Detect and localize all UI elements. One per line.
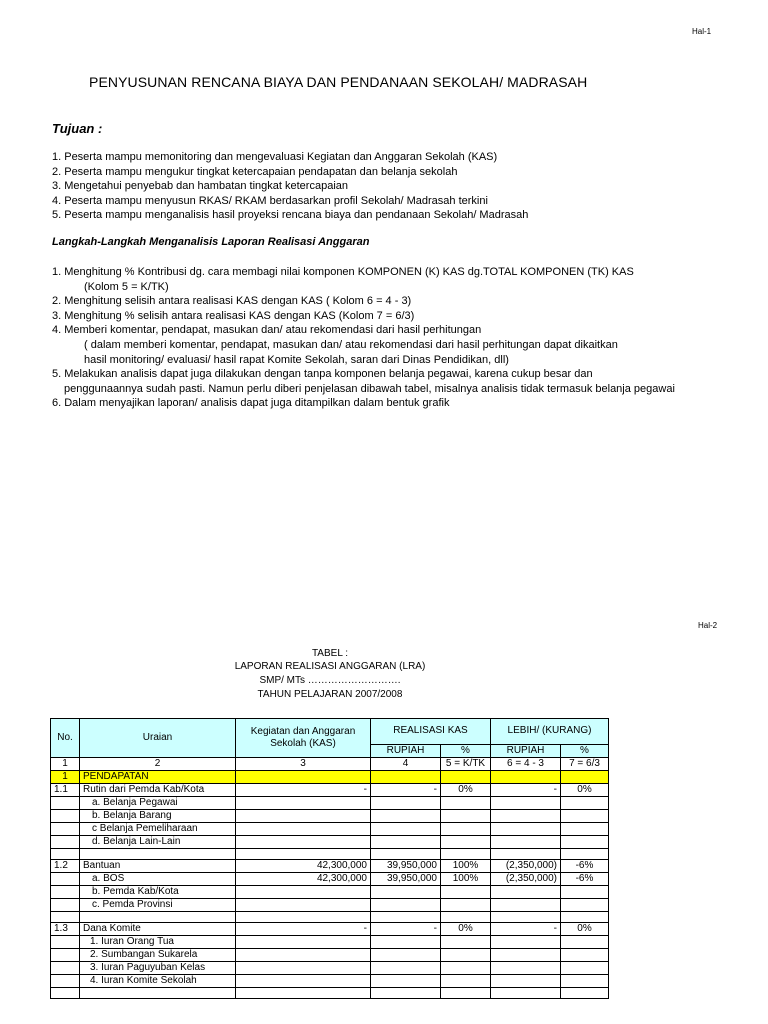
table-row — [51, 810, 609, 823]
row-pct-selisih — [561, 899, 609, 912]
row-pct: 0% — [441, 784, 491, 797]
tujuan-item: 4. Peserta mampu menyusun RKAS/ RKAM berdasarkan profil Sekolah/ Madrasah terkini — [52, 194, 488, 207]
row-no — [51, 797, 80, 810]
row-selisih: (2,350,000) — [491, 873, 561, 886]
langkah-item: 5. Melakukan analisis dapat juga dilakukan dengan tanpa komponen belanja pegawai, karena cukup besar dan — [52, 368, 593, 381]
table-caption-year: TAHUN PELAJARAN 2007/2008 — [257, 689, 403, 700]
row-pct: 100% — [441, 860, 491, 873]
row-uraian — [80, 912, 236, 923]
row-selisih — [491, 899, 561, 912]
row-pct-selisih — [561, 797, 609, 810]
row-kas — [236, 975, 371, 988]
table-caption-title: LAPORAN REALISASI ANGGARAN (LRA) — [234, 661, 426, 672]
row-no: 1.1 — [51, 784, 80, 797]
row-pct-selisih — [561, 962, 609, 975]
table-row — [51, 784, 609, 797]
row-uraian — [80, 988, 236, 999]
row-selisih — [491, 886, 561, 899]
row-kas — [236, 988, 371, 999]
row-uraian: 1. Iuran Orang Tua — [80, 936, 236, 949]
row-kas — [236, 936, 371, 949]
row-selisih — [491, 849, 561, 860]
row-pct-selisih — [561, 988, 609, 999]
row-realisasi: 39,950,000 — [371, 860, 441, 873]
row-selisih: - — [491, 784, 561, 797]
langkah-item: ( dalam memberi komentar, pendapat, masukan dan/ atau rekomendasi dari hasil perhitungan dapat dikaitkan — [84, 338, 618, 351]
row-realisasi — [371, 797, 441, 810]
row-selisih — [491, 823, 561, 836]
row-selisih — [491, 797, 561, 810]
column-number: 6 = 4 - 3 — [491, 758, 561, 771]
tujuan-list — [52, 150, 692, 223]
row-pct — [441, 849, 491, 860]
row-uraian: b. Belanja Barang — [80, 810, 236, 823]
table-caption-school: SMP/ MTs ………………………. — [259, 675, 401, 686]
langkah-item: 6. Dalam menyajikan laporan/ analisis dapat juga ditampilkan dalam bentuk grafik — [52, 397, 450, 410]
header-no: No. — [51, 719, 80, 758]
column-number: 4 — [371, 758, 441, 771]
row-uraian: c. Pemda Provinsi — [80, 899, 236, 912]
row-selisih — [491, 912, 561, 923]
row-no — [51, 899, 80, 912]
row-pct-selisih — [561, 810, 609, 823]
row-kas — [236, 836, 371, 849]
row-no — [51, 810, 80, 823]
header-realisasi: REALISASI KAS — [371, 719, 491, 745]
row-no — [51, 975, 80, 988]
row-kas: 42,300,000 — [236, 873, 371, 886]
row-kas — [236, 823, 371, 836]
row-pct — [441, 899, 491, 912]
row-realisasi — [371, 899, 441, 912]
row-pct — [441, 912, 491, 923]
row-realisasi — [371, 975, 441, 988]
row-pct-selisih: -6% — [561, 873, 609, 886]
row-no — [51, 823, 80, 836]
tujuan-heading: Tujuan : — [52, 121, 103, 136]
row-realisasi — [371, 810, 441, 823]
row-pct — [441, 836, 491, 849]
row-kas — [236, 797, 371, 810]
table-row — [51, 912, 609, 923]
row-no — [51, 836, 80, 849]
page-number: Hal-1 — [692, 27, 712, 36]
row-pct-selisih — [561, 886, 609, 899]
table-row — [51, 860, 609, 873]
row-uraian: 2. Sumbangan Sukarela — [80, 949, 236, 962]
column-number: 7 = 6/3 — [561, 758, 609, 771]
row-kas — [236, 949, 371, 962]
column-number: 1 — [51, 758, 80, 771]
row-realisasi: - — [371, 923, 441, 936]
row-uraian: Rutin dari Pemda Kab/Kota — [80, 784, 236, 797]
row-no — [51, 949, 80, 962]
row-uraian — [80, 849, 236, 860]
column-number: 3 — [236, 758, 371, 771]
page-title: PENYUSUNAN RENCANA BIAYA DAN PENDANAAN SEKOLAH/ MADRASAH — [89, 74, 588, 90]
table-row — [51, 936, 609, 949]
row-pct — [441, 936, 491, 949]
tujuan-item: 1. Peserta mampu memonitoring dan mengevaluasi Kegiatan dan Anggaran Sekolah (KAS) — [52, 151, 498, 163]
row-pct-selisih — [561, 836, 609, 849]
row-selisih — [491, 771, 561, 784]
row-kas — [236, 899, 371, 912]
table-caption-label: TABEL : — [311, 648, 349, 659]
row-selisih — [491, 810, 561, 823]
table-row — [51, 797, 609, 810]
row-selisih — [491, 962, 561, 975]
row-realisasi — [371, 988, 441, 999]
row-pct: 0% — [441, 923, 491, 936]
lra-table — [50, 718, 609, 999]
langkah-item: 4. Memberi komentar, pendapat, masukan dan/ atau rekomendasi dari hasil perhitungan — [52, 324, 482, 337]
row-realisasi — [371, 949, 441, 962]
row-pct-selisih — [561, 912, 609, 923]
row-kas — [236, 912, 371, 923]
row-selisih: - — [491, 923, 561, 936]
row-realisasi — [371, 823, 441, 836]
table-row — [51, 873, 609, 886]
header-rupiah-realisasi: RUPIAH — [371, 744, 441, 757]
tujuan-item: 3. Mengetahui penyebab dan hambatan tingkat ketercapaian — [52, 180, 348, 193]
row-uraian: a. BOS — [80, 873, 236, 886]
row-selisih — [491, 936, 561, 949]
row-pct — [441, 975, 491, 988]
row-kas — [236, 962, 371, 975]
tujuan-item: 5. Peserta mampu menganalisis hasil proyeksi rencana biaya dan pendanaan Sekolah/ Madrasah — [52, 209, 529, 222]
row-pct-selisih — [561, 823, 609, 836]
row-pct — [441, 988, 491, 999]
langkah-item: penggunaannya sudah pasti. Namun perlu diberi penjelasan dibawah tabel, misalnya analisis tidak termasuk belanja pegawai — [64, 382, 675, 395]
row-pct-selisih — [561, 849, 609, 860]
row-pct — [441, 949, 491, 962]
row-no: 1.2 — [51, 860, 80, 873]
header-pct-selisih: % — [561, 744, 609, 757]
row-pct-selisih — [561, 936, 609, 949]
row-no — [51, 936, 80, 949]
row-no — [51, 873, 80, 886]
langkah-heading: Langkah-Langkah Menganalisis Laporan Realisasi Anggaran — [52, 236, 370, 248]
row-realisasi — [371, 886, 441, 899]
table-row — [51, 771, 609, 784]
table-row — [51, 962, 609, 975]
langkah-item: 3. Menghitung % selisih antara realisasi KAS dengan KAS (Kolom 7 = 6/3) — [52, 309, 415, 322]
table-row — [51, 949, 609, 962]
row-no — [51, 849, 80, 860]
page-number-2: Hal-2 — [698, 621, 718, 630]
table-row — [51, 849, 609, 860]
row-realisasi — [371, 912, 441, 923]
langkah-item: hasil monitoring/ evaluasi/ hasil rapat Komite Sekolah, saran dari Dinas Pendidikan, dll) — [84, 353, 509, 366]
row-realisasi — [371, 936, 441, 949]
table-row — [51, 988, 609, 999]
row-no — [51, 962, 80, 975]
row-pct — [441, 810, 491, 823]
langkah-item: 2. Menghitung selisih antara realisasi KAS dengan KAS ( Kolom 6 = 4 - 3) — [52, 295, 412, 308]
row-selisih: (2,350,000) — [491, 860, 561, 873]
langkah-item: 1. Menghitung % Kontribusi dg. cara membagi nilai komponen KOMPONEN (K) KAS dg.TOTAL KOMPONEN (TK) KAS — [52, 266, 634, 278]
row-pct-selisih: -6% — [561, 860, 609, 873]
table-row — [51, 899, 609, 912]
row-uraian: Bantuan — [80, 860, 236, 873]
row-selisih — [491, 949, 561, 962]
langkah-item: (Kolom 5 = K/TK) — [84, 280, 169, 293]
row-uraian: 4. Iuran Komite Sekolah — [80, 975, 236, 988]
row-no — [51, 912, 80, 923]
row-no — [51, 988, 80, 999]
row-realisasi: - — [371, 784, 441, 797]
table-row — [51, 975, 609, 988]
row-kas: - — [236, 923, 371, 936]
header-lebih-kurang: LEBIH/ (KURANG) — [491, 719, 609, 745]
row-kas — [236, 886, 371, 899]
row-kas — [236, 810, 371, 823]
row-kas — [236, 849, 371, 860]
row-pct-selisih: 0% — [561, 784, 609, 797]
row-realisasi — [371, 962, 441, 975]
row-pct: 100% — [441, 873, 491, 886]
row-kas: 42,300,000 — [236, 860, 371, 873]
row-pct — [441, 886, 491, 899]
tujuan-item: 2. Peserta mampu mengukur tingkat ketercapaian pendapatan dan belanja sekolah — [52, 165, 458, 178]
row-pct-selisih: 0% — [561, 923, 609, 936]
row-realisasi — [371, 836, 441, 849]
row-realisasi: 39,950,000 — [371, 873, 441, 886]
row-realisasi — [371, 849, 441, 860]
column-number: 5 = K/TK — [441, 758, 491, 771]
header-pct-realisasi: % — [441, 744, 491, 757]
row-pct-selisih — [561, 949, 609, 962]
row-pct — [441, 771, 491, 784]
row-kas — [236, 771, 371, 784]
row-no: 1.3 — [51, 923, 80, 936]
row-pct — [441, 823, 491, 836]
row-no — [51, 886, 80, 899]
row-pct — [441, 797, 491, 810]
table-row — [51, 886, 609, 899]
row-pct-selisih — [561, 771, 609, 784]
header-rupiah-selisih: RUPIAH — [491, 744, 561, 757]
row-pct-selisih — [561, 975, 609, 988]
row-uraian: d. Belanja Lain-Lain — [80, 836, 236, 849]
row-realisasi — [371, 771, 441, 784]
row-pct — [441, 962, 491, 975]
row-uraian: c Belanja Pemeliharaan — [80, 823, 236, 836]
row-selisih — [491, 836, 561, 849]
table-row — [51, 836, 609, 849]
header-kas: Kegiatan dan Anggaran Sekolah (KAS) — [236, 719, 371, 758]
row-kas: - — [236, 784, 371, 797]
table-row — [51, 823, 609, 836]
table-row — [51, 923, 609, 936]
row-no: 1 — [51, 771, 80, 784]
row-uraian: PENDAPATAN — [80, 771, 236, 784]
row-selisih — [491, 988, 561, 999]
header-uraian: Uraian — [80, 719, 236, 758]
row-uraian: 3. Iuran Paguyuban Kelas — [80, 962, 236, 975]
column-number: 2 — [80, 758, 236, 771]
row-selisih — [491, 975, 561, 988]
langkah-list — [52, 265, 692, 411]
row-uraian: b. Pemda Kab/Kota — [80, 886, 236, 899]
row-uraian: Dana Komite — [80, 923, 236, 936]
row-uraian: a. Belanja Pegawai — [80, 797, 236, 810]
